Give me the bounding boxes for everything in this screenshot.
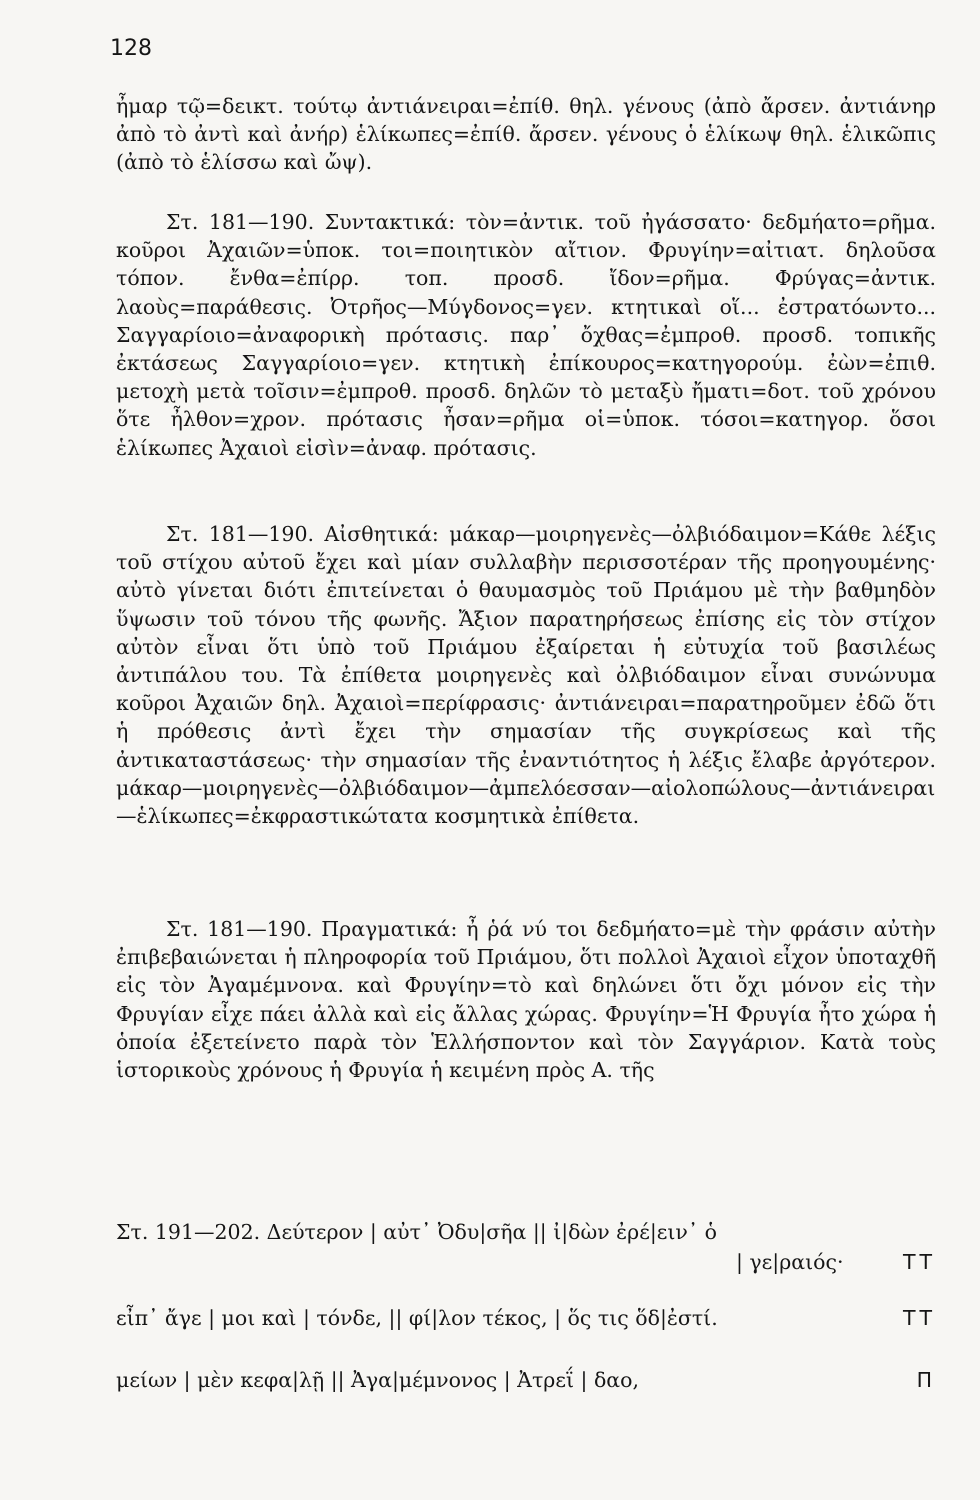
verse-line [116,1306,936,1368]
verse-line [116,1368,936,1430]
verse-text: μείων | μὲν κεφα|λῇ || Ἀγα|μέμνονος | Ἀτρεΐ | δαο, [116,1368,640,1392]
paragraph-text: Στ. 181—190. Πραγματικά: ἦ ῥά νύ τοι δεδμήατο=μὲ τὴν φράσιν αὐτὴν ἐπιβεβαιώνεται ἡ πληροφορία τοῦ Πριάμου, ὅτι πολλοὶ Ἀχαιοὶ εἶχον ὑποταχθῆ εἰς τὸν Ἀγαμέμνονα. καὶ Φρυγίην=τὸ καὶ δηλώνει ὅτι ὄχι μόνον εἰς τὴν Φρυγίαν εἶχε πάει ἀλλὰ καὶ εἰς ἄλλας χώρας. Φρυγίην=Ἡ Φρυγία ἦτο χώρα ἡ ὁποία ἐξετείνετο παρὰ τὸν Ἑλλήσποντον καὶ τὸν Σαγγάριον. Κατὰ τοὺς ἱστορικοὺς χρόνους ἡ Φρυγία ἡ κειμένη πρὸς Α. τῆς [116,917,936,1083]
paragraph-realia [116,915,936,1084]
verse-meter: ΤΤ [902,1306,936,1330]
paragraph-text: ἦμαρ τῷ=δεικτ. τούτῳ ἀντιάνειραι=ἐπίθ. θηλ. γένους (ἀπὸ ἄρσεν. ἀντιάνηρ ἀπὸ τὸ ἀντὶ καὶ ἀνήρ) ἑλίκωπες=ἐπίθ. ἄρσεν. γένους ὁ ἑλίκωψ θηλ. ἑλικῶπις (ἀπὸ τὸ ἑλίσσω καὶ ὤψ). [116,94,936,175]
paragraph-text: Στ. 181—190. Συντακτικά: τὸν=ἀντικ. τοῦ ἠγάσσατο· δεδμήατο=ρῆμα. κοῦροι Ἀχαιῶν=ὑποκ. τοι=ποιητικὸν αἴτιον. Φρυγίην=αἰτιατ. δηλοῦσα τόπον. ἔνθα=ἐπίρρ. τοπ. προσδ. ἴδον=ρῆμα. Φρύγας=ἀντικ. λαοὺς=παράθεσις. Ὀτρῆος—Μύγδονος=γεν. κτητικαὶ οἵ... ἐστρατόωντο... Σαγγαρίοιο=ἀναφορικὴ πρότασις. παρ᾽ ὄχθας=ἐμπροθ. προσδ. τοπικῆς ἐκτάσεως Σαγγαρίοιο=γεν. κτητικὴ ἐπίκουρος=κατηγορούμ. ἐὼν=ἐπιθ. μετοχὴ μετὰ τοῖσιν=ἐμπροθ. προσδ. δηλῶν τὸ μεταξὺ ἤματι=δοτ. τοῦ χρόνου ὅτε ἦλθον=χρον. πρότασις ἦσαν=ρῆμα οἱ=ὑποκ. τόσοι=κατηγορ. ὅσοι ἑλίκωπες Ἀχαιοὶ εἰσὶν=ἀναφ. πρότασις. [116,210,936,460]
paragraph-syntax [116,208,936,462]
verse-meter: ΤΤ [902,1250,936,1274]
verse-text: Στ. 191—202. Δεύτερον | αὐτ᾽ Ὀδυ|σῆα || ἰ|δὼν ἐρέ|ειν᾽ ὁ [116,1220,717,1244]
verse-line [116,1220,936,1306]
paragraph-aesthetics [116,520,936,830]
verse-continuation: | γε|ραιός· [736,1250,844,1274]
page-number: 128 [110,36,152,61]
paragraph-glossary [116,92,936,177]
verse-text: εἶπ᾽ ἄγε | μοι καὶ | τόνδε, || φί|λον τέκος, | ὅς τις ὅδ|ἐστί. [116,1306,718,1330]
paragraph-text: Στ. 181—190. Αἰσθητικά: μάκαρ—μοιρηγενὲς—ὀλβιόδαιμον=Κάθε λέξις τοῦ στίχου αὐτοῦ ἔχει καὶ μίαν συλλαβὴν περισσοτέραν τῆς προηγουμένης· αὐτὸ γίνεται διότι ἐπιτείνεται ὁ θαυμασμὸς τοῦ Πριάμου μὲ τὴν βαθμηδὸν ὕψωσιν τοῦ τόνου τῆς φωνῆς. Ἄξιον παρατηρήσεως ἐπίσης εἰς τὸν στίχον αὐτὸν εἶναι ὅτι ὑπὸ τοῦ Πριάμου ἐξαίρεται ἡ εὐτυχία τοῦ βασιλέως ἀντιπάλου του. Τὰ ἐπίθετα μοιρηγενὲς καὶ ὀλβιόδαιμον εἶναι συνώνυμα κοῦροι Ἀχαιῶν δηλ. Ἀχαιοὶ=περίφρασις· ἀντιάνειραι=παρατηροῦμεν ἐδῶ ὅτι ἡ πρόθεσις ἀντὶ ἔχει τὴν σημασίαν τῆς συγκρίσεως καὶ τῆς ἀντικαταστάσεως· τὴν σημασίαν τῆς ἐναντιότητος ἡ λέξις ἔλαβε ἀργότερον. μάκαρ—μοιρηγενὲς—ὀλβιόδαιμον—ἀμπελόεσσαν—αἰολοπώλους—ἀντιάνειραι—ἑλίκωπες=ἐκφραστικώτατα κοσμητικὰ ἐπίθετα. [116,522,936,829]
verse-scansion-list [116,1220,936,1430]
verse-meter: Π [916,1368,936,1392]
